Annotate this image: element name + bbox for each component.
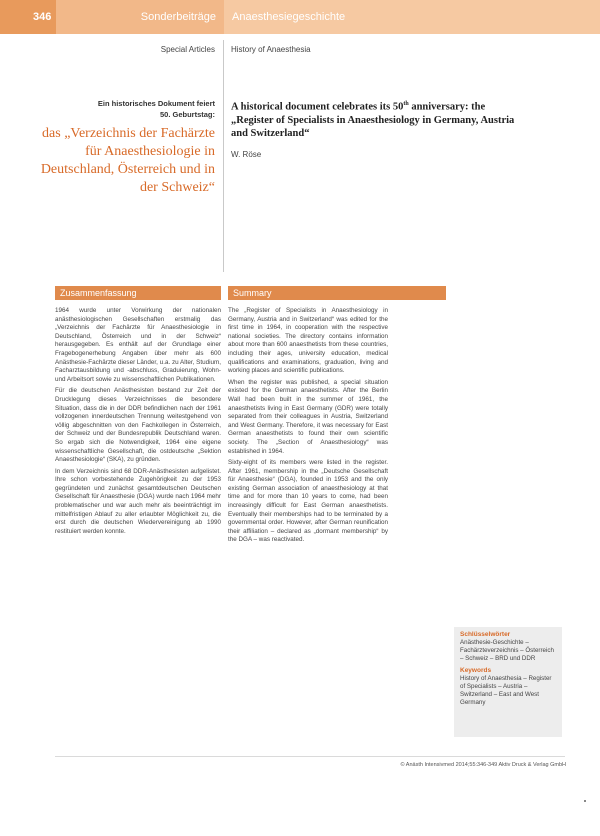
scan-mark <box>584 800 586 802</box>
page-number: 346 <box>0 0 56 34</box>
summary-text <box>228 307 388 747</box>
title-german: das „Verzeichnis der Fachärzte für Anaesthesiologie in Deutschland, Österreich und in der Schweiz“ <box>40 126 215 195</box>
keywords-en-heading: Keywords <box>460 667 492 674</box>
title-english <box>231 98 521 140</box>
kicker-line-2: 50. Geburtstag: <box>159 110 215 119</box>
subheader-right: History of Anaesthesia <box>231 45 311 54</box>
kicker-line-1: Ein historisches Dokument feiert <box>97 99 215 108</box>
keywords-en-body: History of Anaesthesia – Register of Specialists – Austria – Switzerland – East and West Germany <box>460 675 552 706</box>
title-english-main: A historical document celebrates its 50 <box>231 101 404 113</box>
title-english-sup: th <box>403 101 409 107</box>
summary-paragraph: The „Register of Specialists in Anaesthesiology in Germany, Austria and in Switzerland“ was edited for the first time in 1964, in cooperation with the respective national societies. The directory contains information about more than 600 anaesthetists from these countries, including their ages, university education, medical qualifications and examinations, graduation, living and working places and scientific publications. <box>228 307 388 375</box>
summary-paragraph: Sixty-eight of its members were listed in the register. After 1961, membership in the „Deutsche Gesellschaft für Anaesthesie“ (DGA), founded in 1953 and the only existing German association of anaesthesiology at that time and for more than 10 years to come, had been increasingly difficult for East German anaesthetists. Eventually their memberships had to be terminated by a governmental order. However, after German reunification their affiliation – declared as „dormant membership“ by the DGA – was reactivated. <box>228 459 388 544</box>
summary-heading: Summary <box>228 286 446 300</box>
zusammenfassung-paragraph: In dem Verzeichnis sind 68 DDR-Anästhesisten aufgelistet. Ihre schon vorbestehende Zugehörigkeit zu der 1953 gegründeten und zunächst gesamtdeutschen Deutschen Gesellschaft für Anaesthesie (DGA) wurde nach 1964 mehr problematischer und war auch mehr als beeinträchtigt im mittelfristigen Ablauf zu aller erlaubter Möglichkeit zu, die erst durch die deutschen Wiedervereinigung ab 1990 restituiert werden konnte. <box>55 467 221 535</box>
footer-copyright: © Anästh Intensivmed 2014;55:346-349 Aktiv Druck & Verlag GmbH <box>400 762 566 768</box>
title-english-rest: anniversary: the „Register of Specialists in Anaesthesiology in Germany, Austria and Switzerland“ <box>231 101 515 139</box>
section-label: Sonderbeiträge <box>56 0 224 34</box>
author: W. Röse <box>231 150 262 159</box>
zusammenfassung-text <box>55 307 221 747</box>
keywords-de-heading: Schlüsselwörter <box>460 631 511 638</box>
keywords-box <box>454 627 562 737</box>
zusammenfassung-paragraph: Für die deutschen Anästhesisten bestand zur Zeit der Drucklegung dieses Verzeichnisses die besondere Situation, dass die in der DDR befindlichen nach der 1961 vollzogenen innerdeutschen Trennung weitestgehend von völlig abgeschnitten von den Fachkollegen in Österreich, der Schweiz und der Bundesrepublik Deutschland waren. So ergab sich die Notwendigkeit, 1964 eine eigene wissenschaftliche Gesellschaft, die ostdeutsche „Sektion Anaesthesiologie“ (SKA), zu gründen. <box>55 387 221 464</box>
zusammenfassung-heading: Zusammenfassung <box>55 286 221 300</box>
kicker <box>45 98 215 120</box>
keywords-de-body: Anästhesie-Geschichte – Fachärzteverzeichnis – Österreich – Schweiz – BRD und DDR <box>460 639 554 662</box>
zusammenfassung-paragraph: 1964 wurde unter Vorwirkung der nationalen anästhesiologischen Gesellschaften erstmalig das „Verzeichnis der Fachärzte für Anaesthesiologie in Deutschland, Österreich und in der Schweiz“ herausgegeben. Es enthält auf der Grundlage einer Fragebogenerhebung Angaben über mehr als 600 Anästhesie-Fachärzte dieser Länder, u.a. zu Alter, Studium, Facharztausbildung und -abschluss, Graduierung, Wohn- und Arbeitsort sowie zu wissenschaftlichen Publikationen. <box>55 307 221 383</box>
page-header <box>0 0 600 34</box>
footer-rule <box>55 756 565 757</box>
subheader-left: Special Articles <box>160 45 215 54</box>
topic-label: Anaesthesiegeschichte <box>224 0 600 34</box>
summary-paragraph: When the register was published, a special situation existed for the German anaesthetists. After the Berlin Wall had been built in the summer of 1961, the anaesthetists living in East Germany (GDR) were totally separated from their colleagues in Austria, Switzerland and West Germany. Therefore, it was necessary for East German anaesthetists to found their own scientific society. The „Section of Anaesthesiology“ was established in 1964. <box>228 378 388 455</box>
column-divider-top <box>223 40 224 272</box>
